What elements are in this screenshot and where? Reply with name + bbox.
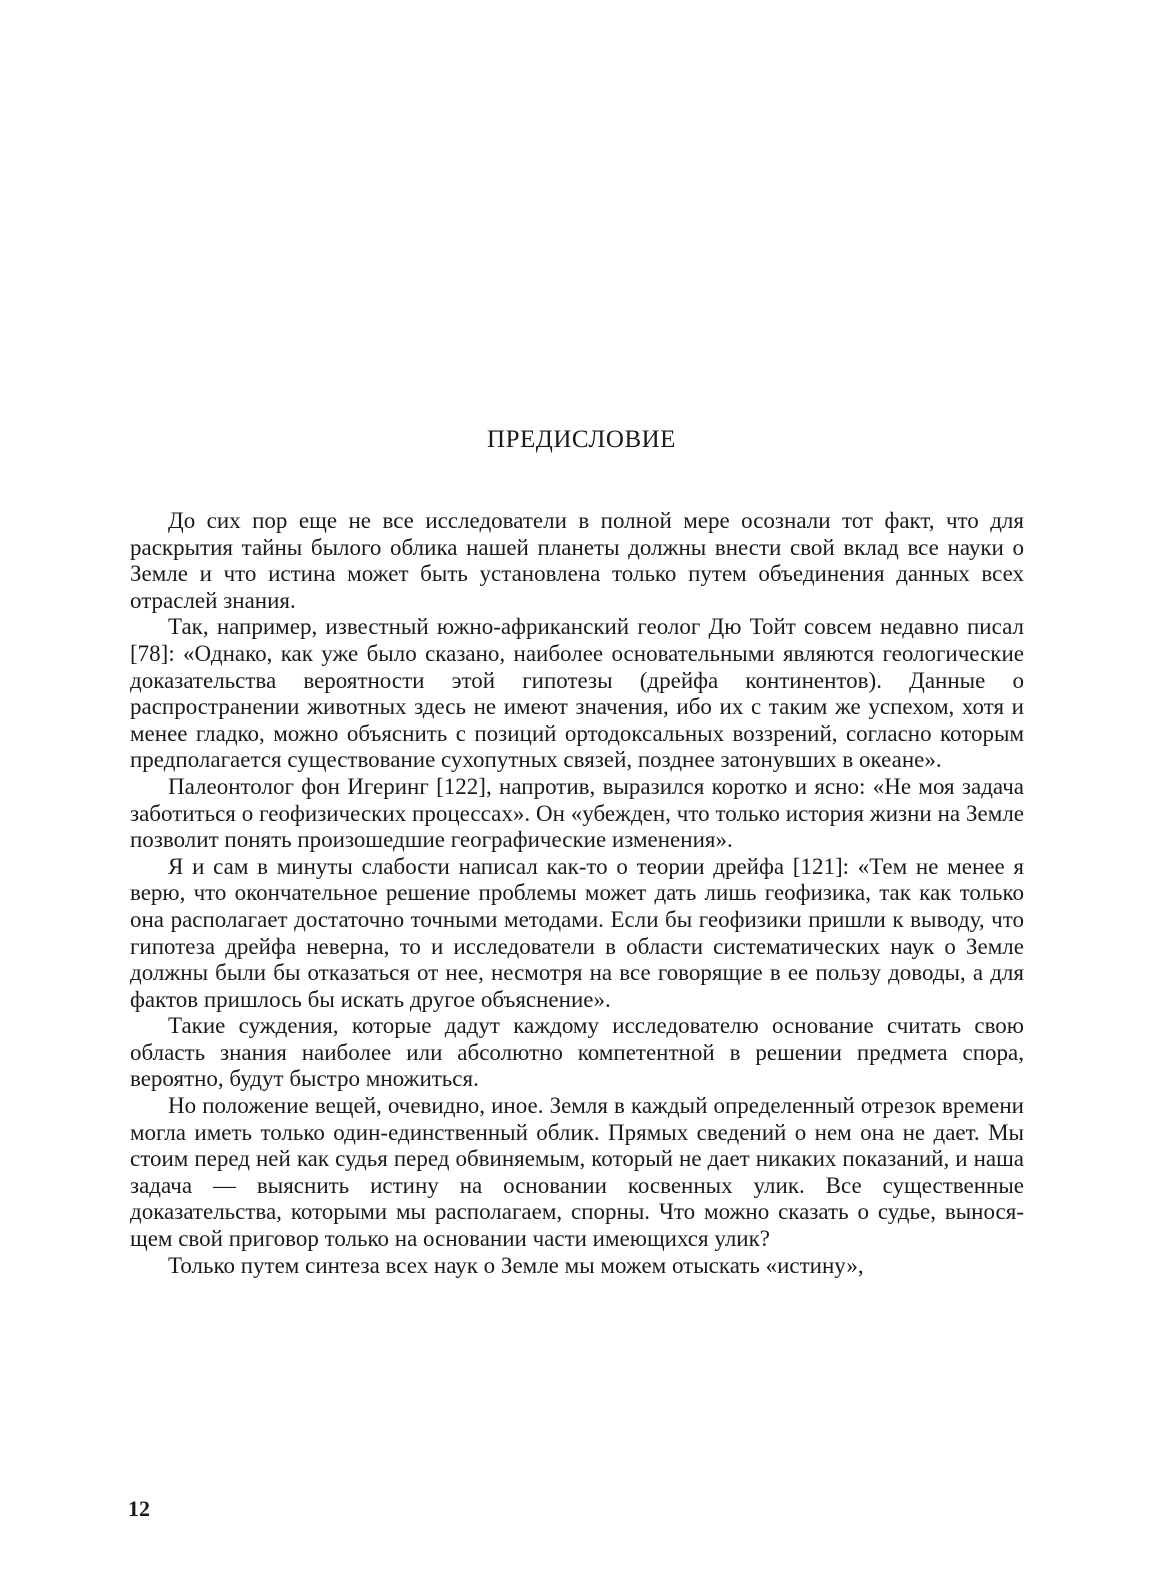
paragraph-6: Но положение вещей, очевидно, иное. Земля в каждый определенный отрезок времени могла иметь только один-единственный облик. Прямых сведений о нем она не дает. Мы стоим перед ней как судья перед обвиняемым, который не дает никаких показаний, и наша задача — выяснить истину на основании косвенных улик. Все существенные доказательства, которыми мы располагаем, спорны. Что можно сказать о судье, выносящем свой приговор только на основании части имеющихся улик?	[130, 1093, 1024, 1252]
paragraph-7: Только путем синтеза всех наук о Земле мы можем отыскать «истину»,	[168, 1252, 864, 1278]
paragraph-3: Палеонтолог фон Игеринг [122], напротив, выразился коротко и ясно: «Не моя задача заботиться о геофизических процессах». Он «убежден, что только история жизни на Земле позволит понять произошедшие географические изменения».	[130, 773, 1024, 853]
chapter-heading: ПРЕДИСЛОВИЕ	[487, 426, 676, 453]
body-text	[130, 508, 1024, 1279]
paragraph-4: Я и сам в минуты слабости написал как-то о теории дрейфа [121]: «Тем не менее я верю, что окончательное решение проблемы может дать лишь геофизика, так как только она располагает достаточно точными методами. Если бы геофизики пришли к выводу, что гипотеза дрейфа неверна, то и исследователи в области систематических наук о Земле должны были бы отказаться от нее, несмотря на все говорящие в ее пользу доводы, а для фактов пришлось бы искать другое объяснение».	[130, 853, 1024, 1012]
paragraph-1: До сих пор еще не все исследователи в полной мере осознали тот факт, что для раскрытия тайны былого облика нашей планеты должны внести свой вклад все науки о Земле и что истина может быть установлена только путем объединения данных всех отраслей знания.	[130, 508, 1024, 613]
page-number: 12	[128, 1496, 150, 1521]
paragraph-2: Так, например, известный южно-африканский геолог Дю Тойт совсем недавно писал [78]: «Однако, как уже было сказано, наиболее основательными являются геологические доказательства вероятности этой гипотезы (дрейфа континентов). Данные о распространении животных здесь не имеют значения, ибо их с таким же успехом, хотя и менее гладко, можно объяснить с позиций ортодоксальных воззрений, согласно которым предполагается существование сухопутных связей, позднее затонувших в океане».	[130, 614, 1024, 773]
paragraph-5: Такие суждения, которые дадут каждому исследователю основание считать свою область знания наиболее или абсолютно компетентной в решении предмета спора, вероятно, будут быстро множиться.	[130, 1013, 1024, 1092]
